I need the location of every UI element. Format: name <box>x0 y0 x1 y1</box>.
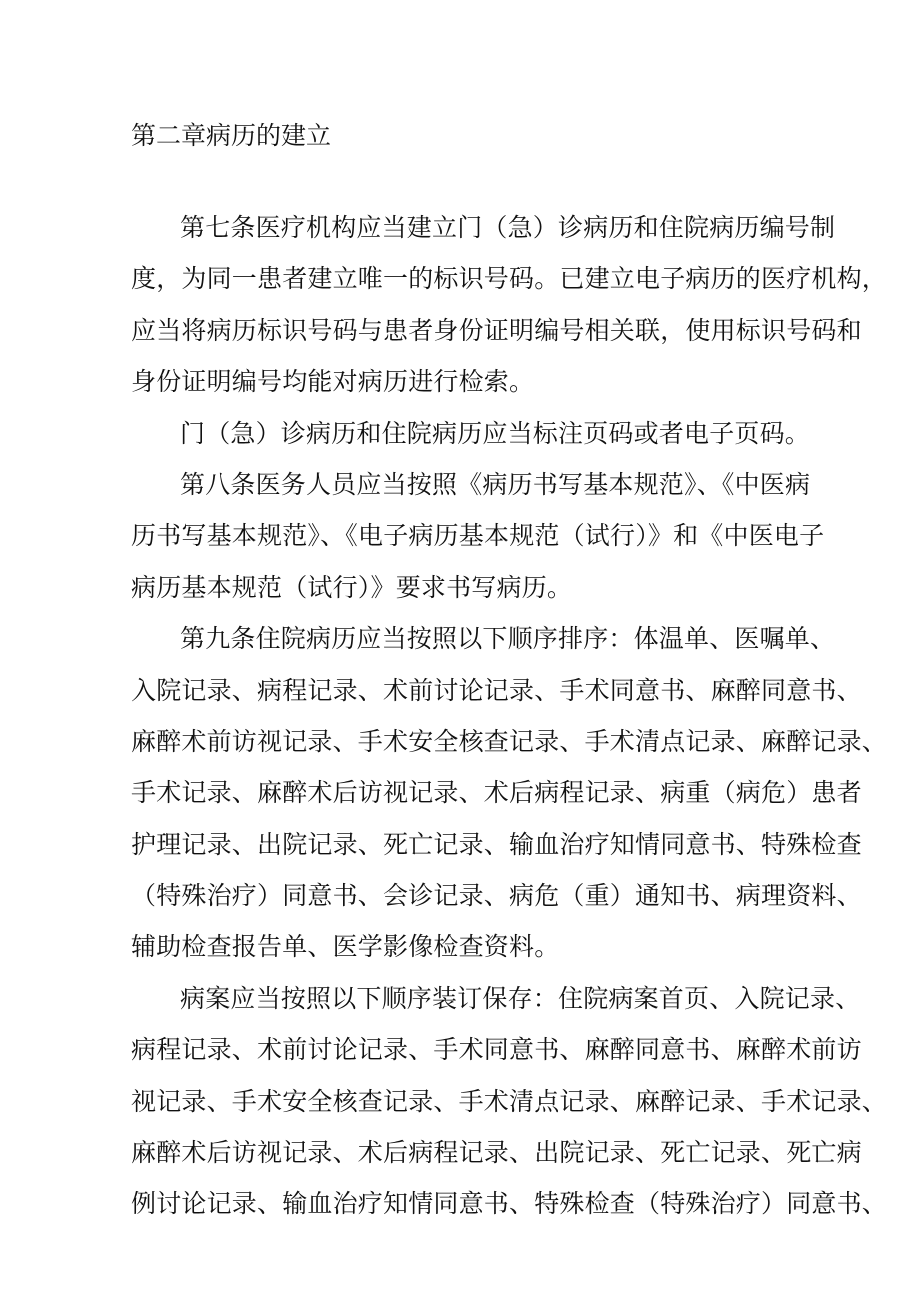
paragraph-article-9-binding-order <box>131 981 888 1238</box>
text-line: 手术记录、麻醉术后访视记录、术后病程记录、病重（病危）患者 <box>131 778 862 808</box>
text-line: 第七条医疗机构应当建立门（急）诊病历和住院病历编号制 <box>180 213 836 242</box>
paragraph-article-9 <box>131 621 888 981</box>
text-line: 视记录、手术安全核查记录、手术清点记录、麻醉记录、手术记录、 <box>131 1086 888 1116</box>
chapter-heading: 第二章病历的建立 <box>131 121 332 150</box>
text-line: （特殊治疗）同意书、会诊记录、病危（重）通知书、病理资料、 <box>131 881 862 911</box>
text-line: 辅助检查报告单、医学影像检查资料。 <box>131 932 560 962</box>
text-line: 第八条医务人员应当按照《病历书写基本规范》、《中医病 <box>180 469 811 499</box>
text-line: 例讨论记录、输血治疗知情同意书、特殊检查（特殊治疗）同意书、 <box>131 1189 888 1219</box>
paragraph-article-7 <box>131 210 888 416</box>
text-line: 历书写基本规范》、《电子病历基本规范（试行）》和《中医电子 <box>131 521 825 551</box>
text-line: 入院记录、病程记录、术前讨论记录、手术同意书、麻醉同意书、 <box>131 675 862 705</box>
text-line: 身份证明编号均能对病历进行检索。 <box>131 367 535 397</box>
text-line: 第九条住院病历应当按照以下顺序排序：体温单、医嘱单、 <box>180 624 836 654</box>
text-line: 度，为同一患者建立唯一的标识号码。已建立电子病历的医疗机构， <box>131 264 888 294</box>
text-line: 病案应当按照以下顺序装订保存：住院病案首页、入院记录、 <box>180 983 861 1013</box>
document-body <box>131 210 888 1238</box>
paragraph-article-7-page-numbers <box>131 416 811 467</box>
text-line: 病程记录、术前讨论记录、手术同意书、麻醉同意书、麻醉术前访 <box>131 1035 862 1065</box>
text-line: 病历基本规范（试行）》要求书写病历。 <box>131 572 573 602</box>
text-line: 麻醉术前访视记录、手术安全核查记录、手术清点记录、麻醉记录、 <box>131 726 888 756</box>
text-line: 麻醉术后访视记录、术后病程记录、出院记录、死亡记录、死亡病 <box>131 1138 862 1168</box>
paragraph-article-8 <box>131 467 825 621</box>
text-line: 护理记录、出院记录、死亡记录、输血治疗知情同意书、特殊检查 <box>131 829 862 859</box>
text-line: 应当将病历标识号码与患者身份证明编号相关联，使用标识号码和 <box>131 315 862 345</box>
text-line: 门（急）诊病历和住院病历应当标注页码或者电子页码。 <box>180 418 811 448</box>
